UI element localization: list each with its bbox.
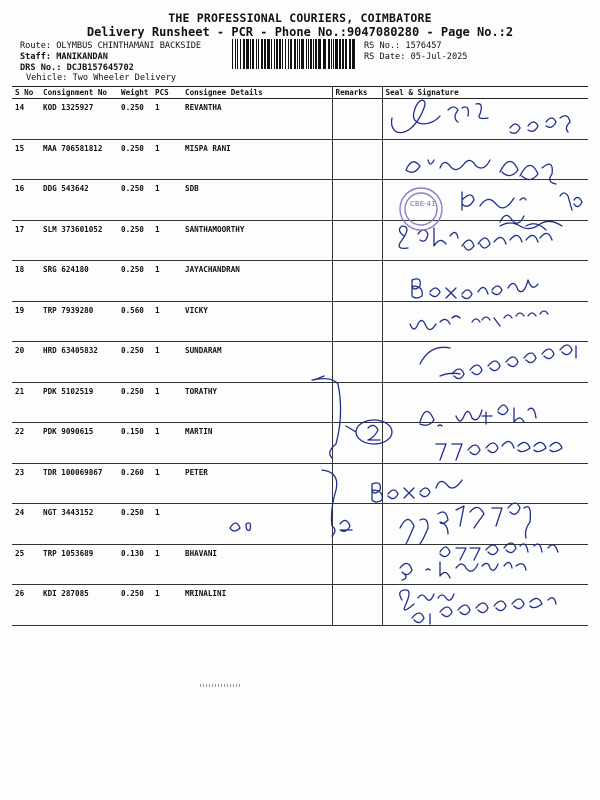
rs-date: RS Date: 05-Jul-2025 [364,52,468,62]
vehicle-text: Vehicle: Two Wheeler Delivery [26,73,177,83]
barcode-bar [294,39,296,69]
runsheet-title: Delivery Runsheet - PCR - Phone No.:9047080280 - Page No.:2 [86,25,514,39]
barcode-bar [323,39,326,69]
cell-consignee: SUNDARAM [182,342,332,383]
cell-consignment: TDR 100069867 [40,463,118,504]
cell-weight: 0.250 [118,220,152,261]
table-row [12,180,588,221]
cell-weight: 0.260 [118,463,152,504]
cell-pcs: 1 [152,544,182,585]
barcode-bar [240,39,241,69]
cell-sno: 21 [12,382,40,423]
barcode-bar [258,39,259,69]
barcode-bar [276,39,278,69]
barcode-bar [306,39,307,69]
rs-number: RS No.: 1576457 [364,41,442,51]
cell-sno: 16 [12,180,40,221]
barcode-bar [246,39,249,69]
cell-pcs: 1 [152,342,182,383]
barcode-bar [264,39,266,69]
cell-pcs: 1 [152,423,182,464]
cell-consignee: BHAVANI [182,544,332,585]
cell-consignment: TRP 1053689 [40,544,118,585]
cell-weight: 0.560 [118,301,152,342]
table-row [12,504,588,545]
cell-consignment: PDK 9090615 [40,423,118,464]
barcode-bar [243,39,245,69]
barcode-bar [308,39,309,69]
cell-consignment: NGT 3443152 [40,504,118,545]
cell-pcs: 1 [152,382,182,423]
barcode-bar [318,39,321,69]
cell-sno: 17 [12,220,40,261]
cell-sno: 18 [12,261,40,302]
cell-remarks [332,180,382,221]
barcode-bar [252,39,254,69]
cell-pcs: 1 [152,463,182,504]
barcode-bar [235,39,236,69]
header-weight: Weight [118,87,152,99]
table-row [12,139,588,180]
barcode-bar [285,39,286,69]
cell-consignee: JAYACHANDRAN [182,261,332,302]
cell-weight: 0.250 [118,180,152,221]
stamp-label: CBE-41 [410,200,436,208]
cell-signature [382,382,588,423]
cell-signature [382,504,588,545]
barcode-bar [256,39,257,69]
cell-consignee: MISPA RANI [182,139,332,180]
cell-weight: 0.250 [118,504,152,545]
barcode-bar [352,39,355,69]
cell-sno: 23 [12,463,40,504]
barcode-bar [250,39,251,69]
cell-consignee: PETER [182,463,332,504]
cell-consignment: SRG 624180 [40,261,118,302]
header-remarks: Remarks [332,87,382,99]
barcode-bar [331,39,332,69]
cell-weight: 0.250 [118,342,152,383]
table-row [12,342,588,383]
barcode-bar [297,39,298,69]
cell-pcs: 1 [152,180,182,221]
cell-pcs: 1 [152,504,182,545]
cell-signature [382,463,588,504]
header-consignee: Consignee Details [182,87,332,99]
cell-consignment: MAA 706581812 [40,139,118,180]
cell-weight: 0.150 [118,423,152,464]
cell-remarks [332,585,382,626]
cell-consignee: TORATHY [182,382,332,423]
table-row [12,544,588,585]
cell-consignee [182,504,332,545]
barcode-bar [335,39,338,69]
barcode-bar [345,39,347,69]
cell-remarks [332,544,382,585]
scan-mark [200,684,240,687]
barcode-bar [279,39,281,69]
cell-signature [382,220,588,261]
cell-remarks [332,382,382,423]
cell-consignee: REVANTHA [182,99,332,140]
barcode-bar [310,39,312,69]
barcode-image [232,39,356,69]
cell-signature [382,423,588,464]
header-signature: Seal & Signature [382,87,588,99]
barcode-bar [339,39,341,69]
cell-consignment: HRD 63405832 [40,342,118,383]
cell-signature [382,301,588,342]
header-pcs: PCS [152,87,182,99]
barcode-bar [232,39,233,69]
cell-signature [382,544,588,585]
header-consignment: Consignment No [40,87,118,99]
header-sno: S No [12,87,40,99]
cell-consignee: VICKY [182,301,332,342]
cell-pcs: 1 [152,301,182,342]
cell-sno: 19 [12,301,40,342]
table-header-row [12,87,588,99]
table-row [12,99,588,140]
cell-sno: 25 [12,544,40,585]
cell-consignment: TRP 7939280 [40,301,118,342]
barcode-bar [342,39,344,69]
cell-remarks [332,463,382,504]
table-row [12,220,588,261]
barcode-bar [299,39,300,69]
table-row [12,382,588,423]
cell-consignment: KOD 1325927 [40,99,118,140]
cell-signature [382,585,588,626]
barcode-bar [282,39,283,69]
barcode-bar [271,39,272,69]
cell-remarks [332,342,382,383]
cell-pcs: 1 [152,99,182,140]
table-row [12,261,588,302]
barcode-bar [274,39,275,69]
barcode-bar [333,39,334,69]
cell-weight: 0.130 [118,544,152,585]
barcode-bar [261,39,263,69]
staff-text: Staff: MANIKANDAN [20,52,108,62]
cell-weight: 0.250 [118,99,152,140]
cell-signature [382,261,588,302]
cell-pcs: 1 [152,261,182,302]
cell-consignment: SLM 373601052 [40,220,118,261]
company-title: THE PROFESSIONAL COURIERS, COIMBATORE [168,11,432,25]
cell-remarks [332,261,382,302]
cell-weight: 0.250 [118,585,152,626]
barcode-bar [315,39,317,69]
barcode-bar [288,39,289,69]
drs-number: DRS No.: DCJB157645702 [20,63,134,73]
barcode-bar [290,39,292,69]
table-row [12,463,588,504]
cell-pcs: 1 [152,139,182,180]
cell-signature [382,342,588,383]
cell-remarks [332,301,382,342]
cell-weight: 0.250 [118,382,152,423]
cell-consignment: DDG 543642 [40,180,118,221]
cell-remarks [332,423,382,464]
barcode-bar [267,39,270,69]
route-text: Route: OLYMBUS CHINTHAMANI BACKSIDE [20,41,202,51]
cell-sno: 15 [12,139,40,180]
cell-sno: 20 [12,342,40,383]
cell-pcs: 1 [152,585,182,626]
cell-consignee: MARTIN [182,423,332,464]
cell-consignee: SANTHAMOORTHY [182,220,332,261]
cell-weight: 0.250 [118,261,152,302]
barcode-bar [237,39,238,69]
cell-remarks [332,99,382,140]
cell-remarks [332,139,382,180]
cell-remarks [332,504,382,545]
consignment-table [12,86,588,626]
cell-consignment: PDK 5102519 [40,382,118,423]
barcode-bar [301,39,304,69]
cell-pcs: 1 [152,220,182,261]
cell-signature [382,99,588,140]
cell-consignment: KDI 287085 [40,585,118,626]
cell-sno: 24 [12,504,40,545]
barcode-bar [349,39,351,69]
cell-consignee: SDB [182,180,332,221]
cell-weight: 0.250 [118,139,152,180]
table-row [12,301,588,342]
cell-consignee: MRINALINI [182,585,332,626]
cell-signature [382,139,588,180]
barcode-bar [313,39,314,69]
table-row [12,585,588,626]
cell-sno: 14 [12,99,40,140]
cell-sno: 26 [12,585,40,626]
cell-remarks [332,220,382,261]
barcode-bar [328,39,330,69]
cell-sno: 22 [12,423,40,464]
table-row [12,423,588,464]
